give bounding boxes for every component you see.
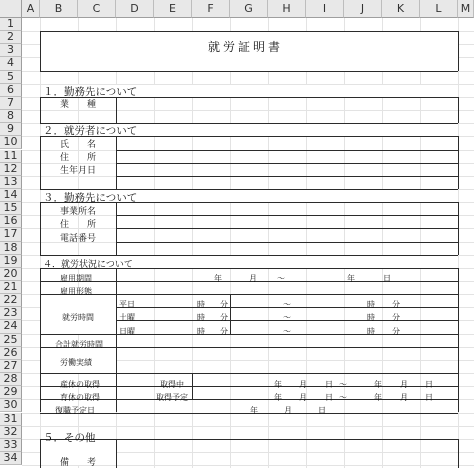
weekday-start-minute-unit: 分 bbox=[220, 300, 228, 309]
sunday-end-hour-unit: 時 bbox=[367, 327, 375, 336]
column-header[interactable]: C bbox=[78, 0, 116, 18]
period-start-month-unit: 月 bbox=[249, 274, 257, 283]
border-line bbox=[458, 439, 459, 468]
childcare-start-month-unit: 月 bbox=[299, 393, 307, 402]
row-header[interactable]: 31 bbox=[0, 413, 22, 426]
border-line bbox=[40, 136, 41, 189]
saturday-end-minute-unit: 分 bbox=[392, 313, 400, 322]
border-line bbox=[116, 228, 458, 229]
border-line bbox=[40, 439, 41, 468]
border-line bbox=[116, 439, 117, 468]
maternity-end-day-unit: 日 bbox=[425, 380, 433, 389]
border-line bbox=[116, 268, 117, 413]
border-line bbox=[40, 413, 458, 414]
return-year-unit: 年 bbox=[250, 406, 258, 415]
row-header[interactable]: 25 bbox=[0, 334, 22, 347]
row-header[interactable]: 4 bbox=[0, 57, 22, 70]
border-line bbox=[40, 31, 458, 32]
sunday-label: 日曜 bbox=[119, 327, 135, 336]
weekday-label: 平日 bbox=[119, 300, 135, 309]
border-line bbox=[458, 31, 459, 70]
border-line bbox=[40, 255, 458, 256]
row-header[interactable]: 18 bbox=[0, 242, 22, 255]
column-header[interactable]: J bbox=[344, 0, 382, 18]
childcare-scheduled-label: 取得予定 bbox=[156, 393, 188, 402]
column-header[interactable]: D bbox=[116, 0, 154, 18]
border-line bbox=[116, 242, 458, 243]
border-line bbox=[40, 268, 41, 413]
border-line bbox=[116, 136, 117, 189]
column-header[interactable]: F bbox=[192, 0, 230, 18]
border-line bbox=[192, 373, 193, 399]
border-line bbox=[230, 294, 231, 333]
row-header[interactable]: 8 bbox=[0, 110, 22, 123]
row-header[interactable]: 33 bbox=[0, 439, 22, 452]
saturday-start-minute-unit: 分 bbox=[220, 313, 228, 322]
row-header[interactable]: 12 bbox=[0, 163, 22, 176]
gridline bbox=[22, 110, 474, 111]
row-header[interactable]: 9 bbox=[0, 123, 22, 136]
border-line bbox=[458, 202, 459, 255]
saturday-label: 土曜 bbox=[119, 313, 135, 322]
row-header[interactable]: 19 bbox=[0, 255, 22, 268]
employment-type-label: 雇用形態 bbox=[60, 287, 92, 296]
birthdate-label: 生年月日 bbox=[60, 166, 97, 176]
border-line bbox=[40, 97, 41, 123]
return-day-unit: 日 bbox=[318, 406, 326, 415]
childcare-end-month-unit: 月 bbox=[400, 393, 408, 402]
column-header[interactable]: L bbox=[420, 0, 458, 18]
sunday-start-hour-unit: 時 bbox=[197, 327, 205, 336]
row-header[interactable]: 2 bbox=[0, 31, 22, 44]
column-header[interactable]: K bbox=[382, 0, 420, 18]
weekday-tilde: ～ bbox=[283, 300, 291, 309]
border-line bbox=[458, 97, 459, 123]
maternity-acquiring-label: 取得中 bbox=[160, 380, 184, 389]
period-end-year-unit: 年 bbox=[347, 274, 355, 283]
worker-name-label: 氏 名 bbox=[60, 140, 97, 150]
section-5-heading: ５．その他 bbox=[43, 432, 96, 444]
row-header[interactable]: 3 bbox=[0, 44, 22, 57]
childcare-end-day-unit: 日 bbox=[425, 393, 433, 402]
row-header[interactable]: 34 bbox=[0, 452, 22, 465]
row-header[interactable]: 32 bbox=[0, 426, 22, 439]
section-3-heading: ３．勤務先について bbox=[43, 192, 138, 204]
row-header[interactable]: 14 bbox=[0, 189, 22, 202]
weekday-end-hour-unit: 時 bbox=[367, 300, 375, 309]
row-header[interactable]: 20 bbox=[0, 268, 22, 281]
border-line bbox=[40, 373, 458, 374]
weekday-end-minute-unit: 分 bbox=[392, 300, 400, 309]
border-line bbox=[40, 294, 458, 295]
childcare-end-year-unit: 年 bbox=[374, 393, 382, 402]
maternity-leave-label: 産休の取得 bbox=[60, 380, 100, 389]
row-header[interactable]: 26 bbox=[0, 347, 22, 360]
row-header[interactable]: 27 bbox=[0, 360, 22, 373]
maternity-tilde: ～ bbox=[339, 380, 347, 389]
column-header[interactable]: E bbox=[154, 0, 192, 18]
maternity-start-day-unit: 日 bbox=[325, 380, 333, 389]
row-header[interactable]: 30 bbox=[0, 399, 22, 412]
return-month-unit: 月 bbox=[284, 406, 292, 415]
column-header[interactable]: M bbox=[458, 0, 474, 18]
work-record-label: 労働実績 bbox=[60, 358, 92, 367]
total-hours-label: 合計就労時間 bbox=[55, 340, 103, 349]
border-line bbox=[40, 71, 458, 72]
row-header[interactable]: 24 bbox=[0, 320, 22, 333]
row-header[interactable]: 1 bbox=[0, 18, 22, 31]
column-header[interactable]: G bbox=[230, 0, 268, 18]
period-start-year-unit: 年 bbox=[214, 274, 222, 283]
period-tilde: ～ bbox=[277, 274, 285, 283]
period-end-day-unit: 日 bbox=[383, 274, 391, 283]
phone-label: 電話番号 bbox=[60, 234, 97, 244]
worker-address-label: 住 所 bbox=[60, 153, 97, 163]
form-title: 就労証明書 bbox=[208, 40, 284, 54]
border-line bbox=[116, 176, 458, 177]
row-header[interactable]: 5 bbox=[0, 71, 22, 84]
row-header[interactable]: 11 bbox=[0, 150, 22, 163]
childcare-leave-label: 育休の取得 bbox=[60, 393, 100, 402]
row-header[interactable]: 15 bbox=[0, 202, 22, 215]
return-date-label: 復職予定日 bbox=[55, 406, 95, 415]
maternity-end-year-unit: 年 bbox=[374, 380, 382, 389]
border-line bbox=[458, 136, 459, 189]
maternity-end-month-unit: 月 bbox=[400, 380, 408, 389]
border-line bbox=[116, 215, 458, 216]
industry-label: 業 種 bbox=[60, 100, 97, 110]
row-header[interactable]: 22 bbox=[0, 294, 22, 307]
section-2-heading: ２．就労者について bbox=[43, 125, 138, 137]
border-line bbox=[40, 202, 41, 255]
row-header[interactable]: 7 bbox=[0, 97, 22, 110]
employment-period-label: 雇用期間 bbox=[60, 274, 92, 283]
section-4-heading: ４．就労状況について bbox=[43, 260, 133, 270]
saturday-tilde: ～ bbox=[283, 313, 291, 322]
border-line bbox=[116, 163, 458, 164]
border-line bbox=[116, 150, 458, 151]
section-1-heading: １．勤務先について bbox=[43, 86, 138, 98]
column-header[interactable]: I bbox=[306, 0, 344, 18]
saturday-end-hour-unit: 時 bbox=[367, 313, 375, 322]
sunday-start-minute-unit: 分 bbox=[220, 327, 228, 336]
childcare-tilde: ～ bbox=[339, 393, 347, 402]
working-hours-label: 就労時間 bbox=[62, 313, 94, 322]
row-header[interactable]: 21 bbox=[0, 281, 22, 294]
row-header[interactable]: 17 bbox=[0, 228, 22, 241]
column-header[interactable]: H bbox=[268, 0, 306, 18]
border-line bbox=[40, 386, 458, 387]
border-line bbox=[40, 439, 458, 440]
border-line bbox=[40, 189, 458, 190]
maternity-start-year-unit: 年 bbox=[274, 380, 282, 389]
border-line bbox=[116, 97, 117, 123]
childcare-start-day-unit: 日 bbox=[325, 393, 333, 402]
border-line bbox=[458, 268, 459, 413]
sunday-tilde: ～ bbox=[283, 327, 291, 336]
row-header[interactable]: 16 bbox=[0, 215, 22, 228]
row-header[interactable]: 10 bbox=[0, 136, 22, 149]
column-header[interactable]: B bbox=[40, 0, 78, 18]
sunday-end-minute-unit: 分 bbox=[392, 327, 400, 336]
border-line bbox=[40, 399, 458, 400]
gridline bbox=[22, 426, 474, 427]
row-header[interactable]: 28 bbox=[0, 373, 22, 386]
childcare-start-year-unit: 年 bbox=[274, 393, 282, 402]
row-header[interactable]: 13 bbox=[0, 176, 22, 189]
row-header[interactable]: 23 bbox=[0, 307, 22, 320]
border-line bbox=[116, 202, 117, 255]
weekday-start-hour-unit: 時 bbox=[197, 300, 205, 309]
office-name-label: 事業所名 bbox=[60, 207, 97, 217]
select-all-corner[interactable] bbox=[0, 0, 22, 18]
border-line bbox=[40, 31, 41, 70]
office-address-label: 住 所 bbox=[60, 220, 97, 230]
maternity-start-month-unit: 月 bbox=[299, 380, 307, 389]
remarks-label: 備 考 bbox=[60, 458, 97, 468]
row-header[interactable]: 29 bbox=[0, 386, 22, 399]
row-header[interactable]: 6 bbox=[0, 84, 22, 97]
saturday-start-hour-unit: 時 bbox=[197, 313, 205, 322]
column-header[interactable]: A bbox=[22, 0, 40, 18]
